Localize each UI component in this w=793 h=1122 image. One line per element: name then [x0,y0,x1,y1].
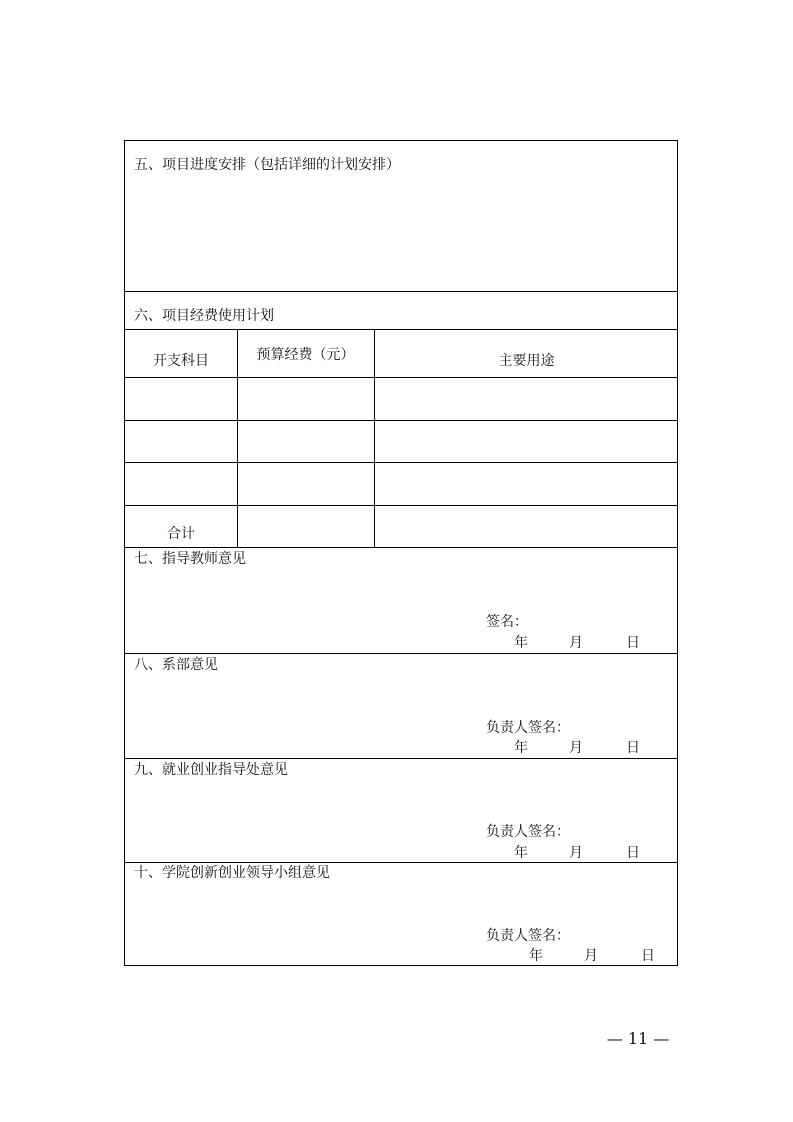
section10-date-month: 月 [584,948,598,964]
section5-title: 五、项目进度安排（包括详细的计划安排） [134,157,400,173]
table-row-divider [125,377,677,378]
table-header-budget: 预算经费（元） [256,347,355,363]
page-number: — 11 — [606,1029,670,1048]
divider [125,547,677,548]
section9-title: 九、就业创业指导处意见 [134,762,288,778]
section8-sign-label: 负责人签名： [486,720,570,736]
table-total-label: 合计 [167,526,195,542]
divider [125,291,677,292]
table-row-divider [125,420,677,421]
section10-sign-label: 负责人签名： [486,928,570,944]
section8-title: 八、系部意见 [134,657,218,673]
section7-date-month: 月 [569,635,583,651]
section7-title: 七、指导教师意见 [134,551,246,567]
approval-form [124,140,678,966]
section7-sign-label: 签名： [486,614,528,630]
section9-date-year: 年 [514,845,528,861]
section10-date-year: 年 [529,948,543,964]
table-header-purpose: 主要用途 [498,353,555,369]
section9-date-day: 日 [626,845,640,861]
divider [125,329,677,330]
section10-title: 十、学院创新创业领导小组意见 [134,865,330,881]
table-row-divider [125,462,677,463]
table-header-expense-item: 开支科目 [153,353,209,369]
table-row-divider [125,505,677,506]
section9-date-month: 月 [569,845,583,861]
divider [125,653,677,654]
section8-date-year: 年 [514,740,528,756]
section9-sign-label: 负责人签名： [486,824,570,840]
section8-date-day: 日 [626,740,640,756]
divider [125,862,677,863]
section7-date-day: 日 [626,635,640,651]
section7-date-year: 年 [514,635,528,651]
section8-date-month: 月 [569,740,583,756]
divider [125,758,677,759]
section10-date-day: 日 [641,948,655,964]
section6-title: 六、项目经费使用计划 [134,308,274,324]
